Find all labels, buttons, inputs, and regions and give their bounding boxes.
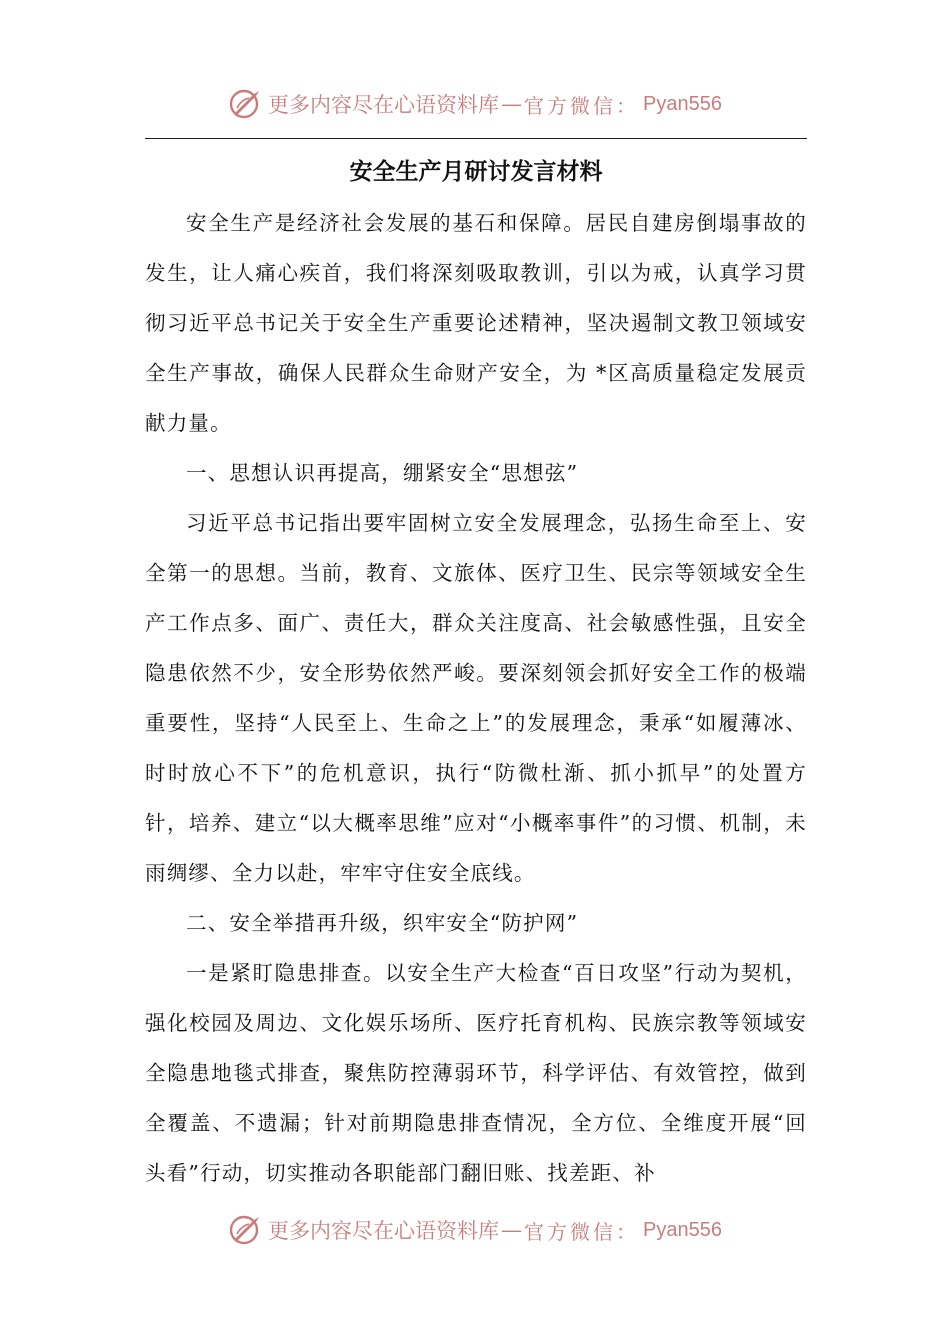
watermark-separator: —	[501, 92, 523, 116]
watermark-banner-top	[0, 82, 950, 126]
watermark-brand: 更多内容尽在心语资料库	[268, 1219, 500, 1243]
document-body	[145, 198, 807, 1198]
paragraph-intro: 安全生产是经济社会发展的基石和保障。居民自建房倒塌事故的发生，让人痛心疾首，我们将深刻吸取教训，引以为戒，认真学习贯彻习近平总书记关于安全生产重要论述精神，坚决遏制文教卫领域安全生产事故，确保人民群众生命财产安全，为 *区高质量稳定发展贡献力量。	[145, 211, 807, 435]
watermark-brand: 更多内容尽在心语资料库	[268, 93, 500, 117]
watermark-wechat-id: Pyan556	[643, 92, 722, 115]
pen-logo-icon	[228, 1212, 264, 1248]
watermark-separator: —	[501, 1218, 523, 1242]
header-divider	[145, 138, 807, 139]
watermark-banner-bottom	[0, 1208, 950, 1252]
paragraph-section-1: 习近平总书记指出要牢固树立安全发展理念，弘扬生命至上、安全第一的思想。当前，教育、文旅体、医疗卫生、民宗等领域安全生产工作点多、面广、责任大，群众关注度高、社会敏感性强，且安全隐患依然不少，安全形势依然严峻。要深刻领会抓好安全工作的极端重要性，坚持“人民至上、生命之上”的发展理念，秉承“如履薄冰、时时放心不下”的危机意识，执行“防微杜渐、抓小抓早”的处置方针，培养、建立“以大概率思维”应对“小概率事件”的习惯、机制，未雨绸缪、全力以赴，牢牢守住安全底线。	[145, 511, 807, 885]
watermark-wechat-id: Pyan556	[643, 1218, 722, 1241]
paragraph-section-2: 一是紧盯隐患排查。以安全生产大检查“百日攻坚”行动为契机，强化校园及周边、文化娱乐场所、医疗托育机构、民族宗教等领域安全隐患地毯式排查，聚焦防控薄弱环节，科学评估、有效管控，做到全覆盖、不遗漏；针对前期隐患排查情况，全方位、全维度开展“回头看”行动，切实推动各职能部门翻旧账、找差距、补	[145, 961, 807, 1185]
section-heading-1: 一、思想认识再提高，绷紧安全“思想弦”	[186, 461, 579, 485]
watermark-wechat-label: 官方微信：	[524, 1219, 640, 1244]
pen-logo-icon	[228, 86, 264, 122]
watermark-wechat-label: 官方微信：	[524, 93, 640, 118]
document-title: 安全生产月研讨发言材料	[349, 159, 603, 185]
section-heading-2: 二、安全举措再升级，织牢安全“防护网”	[186, 911, 579, 935]
